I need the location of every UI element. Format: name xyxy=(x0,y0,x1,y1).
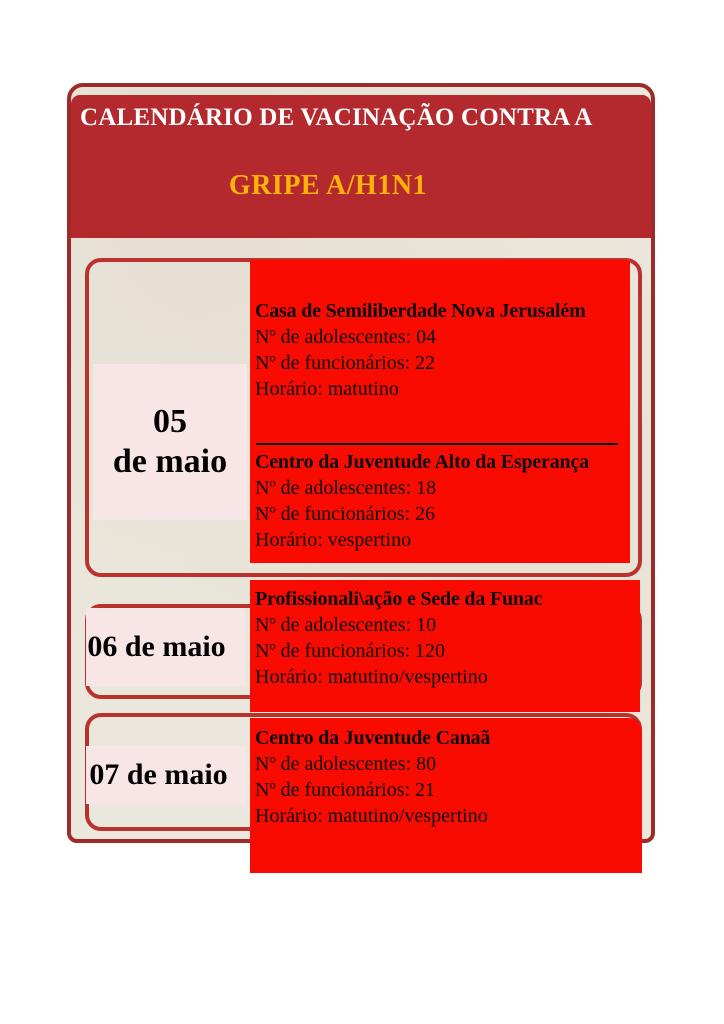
poster-title: CALENDÁRIO DE VACINAÇÃO CONTRA A xyxy=(80,104,593,131)
date-text: 06 de maio xyxy=(87,630,226,663)
date-text: de maio xyxy=(112,443,228,480)
entry-staff-count: Nº de funcionários: 21 xyxy=(255,779,436,801)
poster-header xyxy=(71,95,651,238)
date-box-06 xyxy=(86,608,245,686)
entry-divider xyxy=(256,443,618,445)
date-text: 05 xyxy=(153,403,187,440)
schedule-panel-05 xyxy=(250,260,630,563)
date-box-05 xyxy=(93,364,247,520)
schedule-panel-07 xyxy=(250,718,642,873)
date-text: 07 de maio xyxy=(89,758,228,791)
schedule-entry xyxy=(255,449,624,553)
entry-adolescents-count: Nº de adolescentes: 18 xyxy=(255,477,437,499)
entry-location: Centro da Juventude Alto da Esperança xyxy=(255,451,589,473)
entry-time: Horário: matutino xyxy=(255,378,399,400)
schedule-entry xyxy=(255,298,624,402)
entry-time: Horário: matutino/vespertino xyxy=(255,805,488,827)
entry-adolescents-count: Nº de adolescentes: 10 xyxy=(255,614,437,636)
entry-time: Horário: vespertino xyxy=(255,529,412,551)
entry-adolescents-count: Nº de adolescentes: 80 xyxy=(255,753,437,775)
entry-time: Horário: matutino/vespertino xyxy=(255,666,488,688)
poster-subtitle: GRIPE A/H1N1 xyxy=(228,170,428,201)
date-box-07 xyxy=(86,746,245,804)
entry-adolescents-count: Nº de adolescentes: 04 xyxy=(255,326,437,348)
poster-card xyxy=(67,83,655,843)
entry-staff-count: Nº de funcionários: 26 xyxy=(255,503,436,525)
schedule-panel-06 xyxy=(250,580,640,712)
entry-staff-count: Nº de funcionários: 120 xyxy=(255,640,446,662)
entry-location: Centro da Juventude Canaã xyxy=(255,727,491,749)
entry-staff-count: Nº de funcionários: 22 xyxy=(255,352,436,374)
entry-location: Casa de Semiliberdade Nova Jerusalém xyxy=(255,300,586,322)
entry-location: Profissionali\ação e Sede da Funac xyxy=(255,588,543,610)
schedule-entry xyxy=(255,586,634,690)
schedule-entry xyxy=(255,725,636,829)
